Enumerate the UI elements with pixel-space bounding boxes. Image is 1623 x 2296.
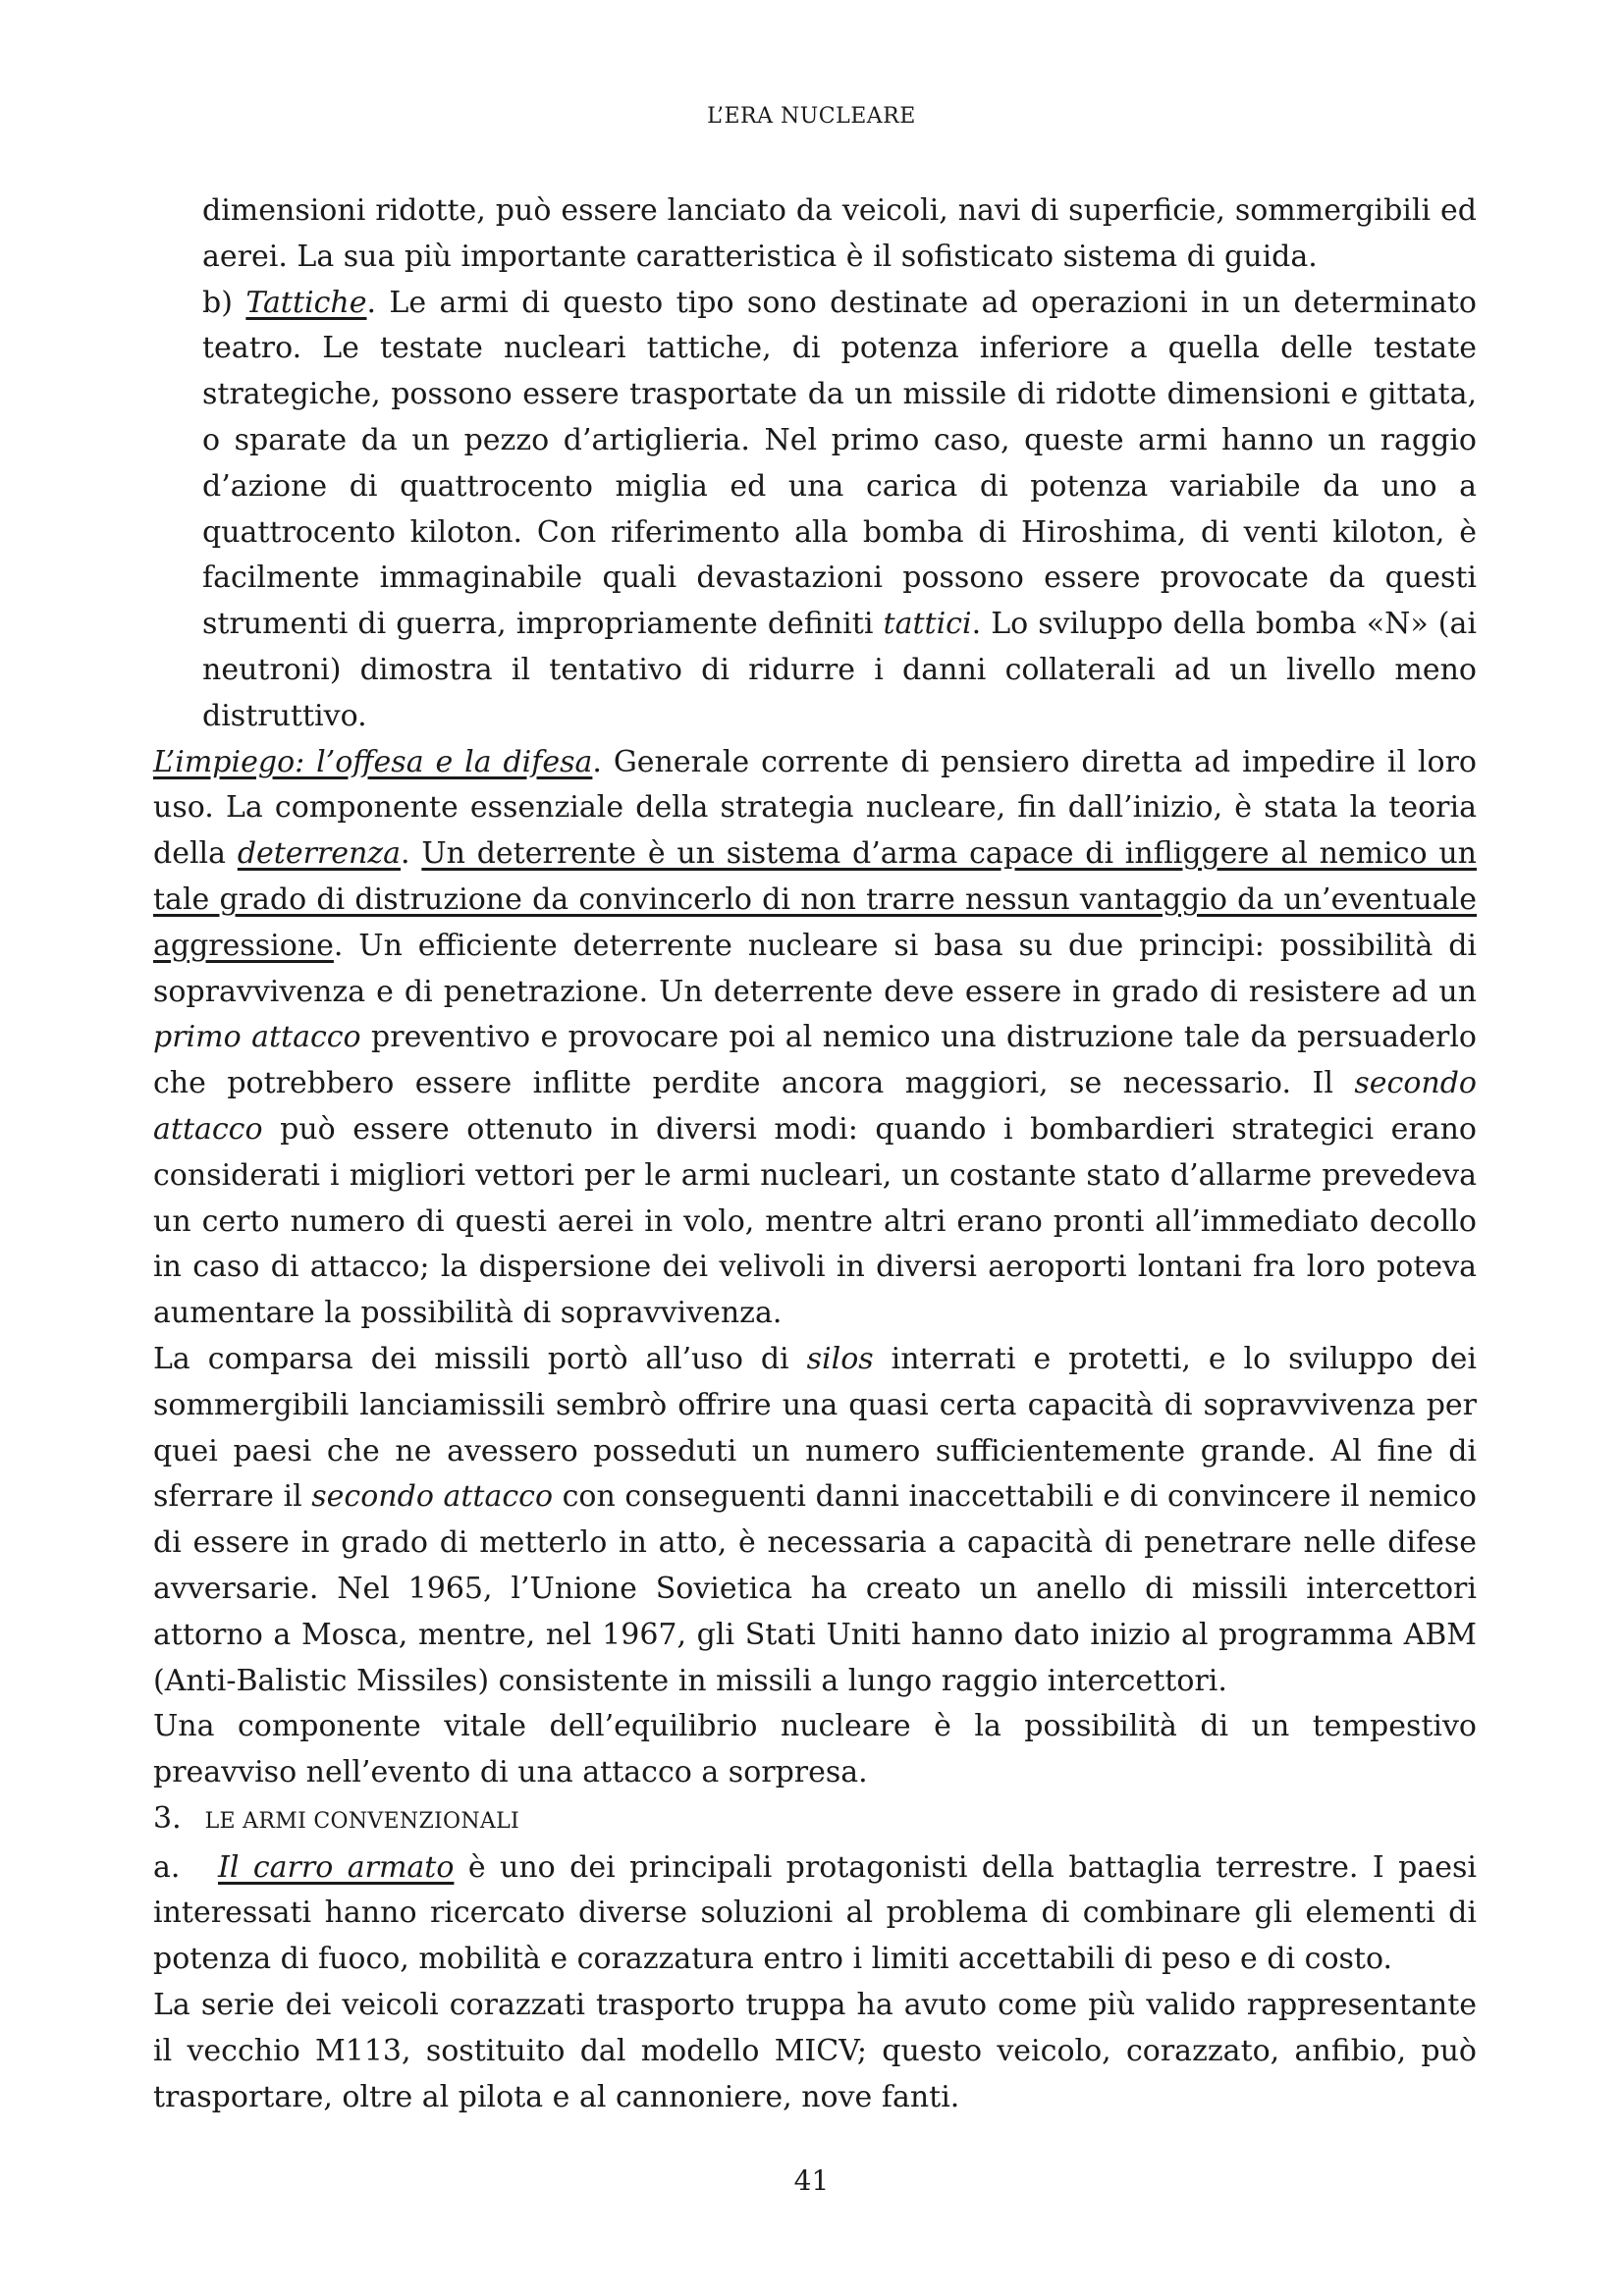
term-deterrence: deterrenza — [237, 836, 402, 872]
paragraph-text: è uno dei principali protagonisti della battaglia terrestre. I paesi interessati hanno ricercato diverse soluzioni al problema di combinare gli elementi di potenza di fuoco, mobilità e corazzatura entro i limiti accettabili di peso e di costo. — [153, 1849, 1477, 1977]
body-text — [153, 188, 1477, 2120]
paragraph-text: Una componente vitale dell’equilibrio nucleare è la possibilità di un tempestivo preavviso nell’evento di una attacco a sorpresa. — [153, 1709, 1477, 1790]
paragraph-text: con conseguenti danni inaccettabili e di convincere il nemico di essere in grado di metterlo in atto, è necessaria a capacità di penetrare nelle difese avversarie. Nel 1965, l’Unione Sovietica ha creato un anello di missili intercettori attorno a Mosca, mentre, nel 1967, gli Stati Uniti hanno dato inizio al programma ABM (Anti-Balistic Missiles) consistente in missili a lungo raggio intercettori. — [153, 1479, 1477, 1698]
paragraph-text: preventivo e provocare poi al nemico una distruzione tale da persuaderlo che potrebbero essere inflitte perdite ancora maggiori, se necessario. Il — [153, 1020, 1477, 1101]
emphasis-text: primo attacco — [153, 1020, 361, 1055]
paragraph-strategic-continued — [153, 188, 1477, 281]
list-marker: a. — [153, 1849, 181, 1885]
emphasis-text: secondo attacco — [311, 1479, 554, 1515]
paragraph-deterrence — [153, 740, 1477, 1337]
list-marker: b) — [202, 285, 246, 320]
section-title: LE ARMI CONVENZIONALI — [204, 1808, 520, 1834]
paragraph-text: . Lo sviluppo della bomba «N» (ai neutroni) dimostra il tentativo di ridurre i danni collaterali ad un livello meno distruttivo. — [202, 607, 1477, 733]
paragraph-apc — [153, 1983, 1477, 2120]
paragraph-missiles — [153, 1337, 1477, 1704]
emphasis-text: secondo attacco — [153, 1066, 1477, 1147]
section-number: 3. — [153, 1800, 182, 1836]
running-header: L’ERA NUCLEARE — [707, 104, 916, 129]
underlined-definition: Un deterrente è un sistema d’arma capace di infliggere al nemico un tale grado di distruzione da convincerlo di non trarre nessun vantaggio da un’eventuale aggressione — [153, 836, 1477, 963]
paragraph-early-warning — [153, 1704, 1477, 1796]
paragraph-text: interrati e protetti, e lo sviluppo dei sommergibili lanciamissili sembrò offrire una quasi certa capacità di sopravvivenza per quei paesi che ne avessero posseduti un numero sufficientemente grande. Al fine di sferrare il — [153, 1341, 1477, 1515]
paragraph-tactical-weapons — [153, 281, 1477, 740]
section-heading — [153, 1796, 1477, 1845]
emphasis-text: silos — [806, 1341, 874, 1376]
paragraph-text: . Un efficiente deterrente nucleare si basa su due principi: possibilità di sopravvivenza e di penetrazione. Un deterrente deve essere in grado di resistere ad un — [153, 928, 1477, 1009]
paragraph-text: La serie dei veicoli corazzati trasporto truppa ha avuto come più valido rappresentante il vecchio M113, sostituito dal modello MICV; questo veicolo, corazzato, anfibio, può trasportare, oltre al pilota e al cannoniere, nove fanti. — [153, 1988, 1477, 2114]
paragraph-text: . Le armi di questo tipo sono destinate ad operazioni in un determinato teatro. Le testate nucleari tattiche, di potenza inferiore a quella delle testate strategiche, possono essere trasportate da un missile di ridotte dimensioni e gittata, o sparate da un pezzo d’artiglieria. Nel primo caso, queste armi hanno un raggio d’azione di quattrocento miglia ed una carica di potenza variabile da uno a quattrocento kiloton. Con riferimento alla bomba di Hiroshima, di venti kiloton, è facilmente immaginabile quali devastazioni possono essere provocate da questi strumenti di guerra, impropriamente definiti — [202, 285, 1477, 642]
page-number: 41 — [793, 2164, 830, 2197]
paragraph-tank — [153, 1845, 1477, 1983]
paragraph-text: può essere ottenuto in diversi modi: quando i bombardieri strategici erano considerati i migliori vettori per le armi nucleari, un costante stato d’allarme prevedeva un certo numero di questi aerei in volo, mentre altri erano pronti all’immediato decollo in caso di attacco; la dispersione dei velivoli in diversi aeroporti lontani fra loro poteva aumentare la possibilità di sopravvivenza. — [153, 1111, 1477, 1331]
paragraph-text: . Generale corrente di pensiero diretta ad impedire il loro uso. La componente essenziale della strategia nucleare, fin dall’inizio, è stata la teoria della — [153, 744, 1477, 872]
paragraph-text: La comparsa dei missili portò all’uso di — [153, 1341, 807, 1376]
term-tactical: Tattiche — [245, 285, 367, 320]
subheading-use-offense-defense: L’impiego: l’offesa e la difesa — [153, 744, 593, 779]
paragraph-text: dimensioni ridotte, può essere lanciato da veicoli, navi di superficie, sommergibili ed aerei. La sua più importante caratteristica è il sofisticato sistema di guida. — [202, 193, 1477, 274]
term-tank: Il carro armato — [218, 1849, 455, 1885]
emphasis-text: tattici — [883, 607, 972, 642]
paragraph-text: . — [401, 836, 422, 872]
